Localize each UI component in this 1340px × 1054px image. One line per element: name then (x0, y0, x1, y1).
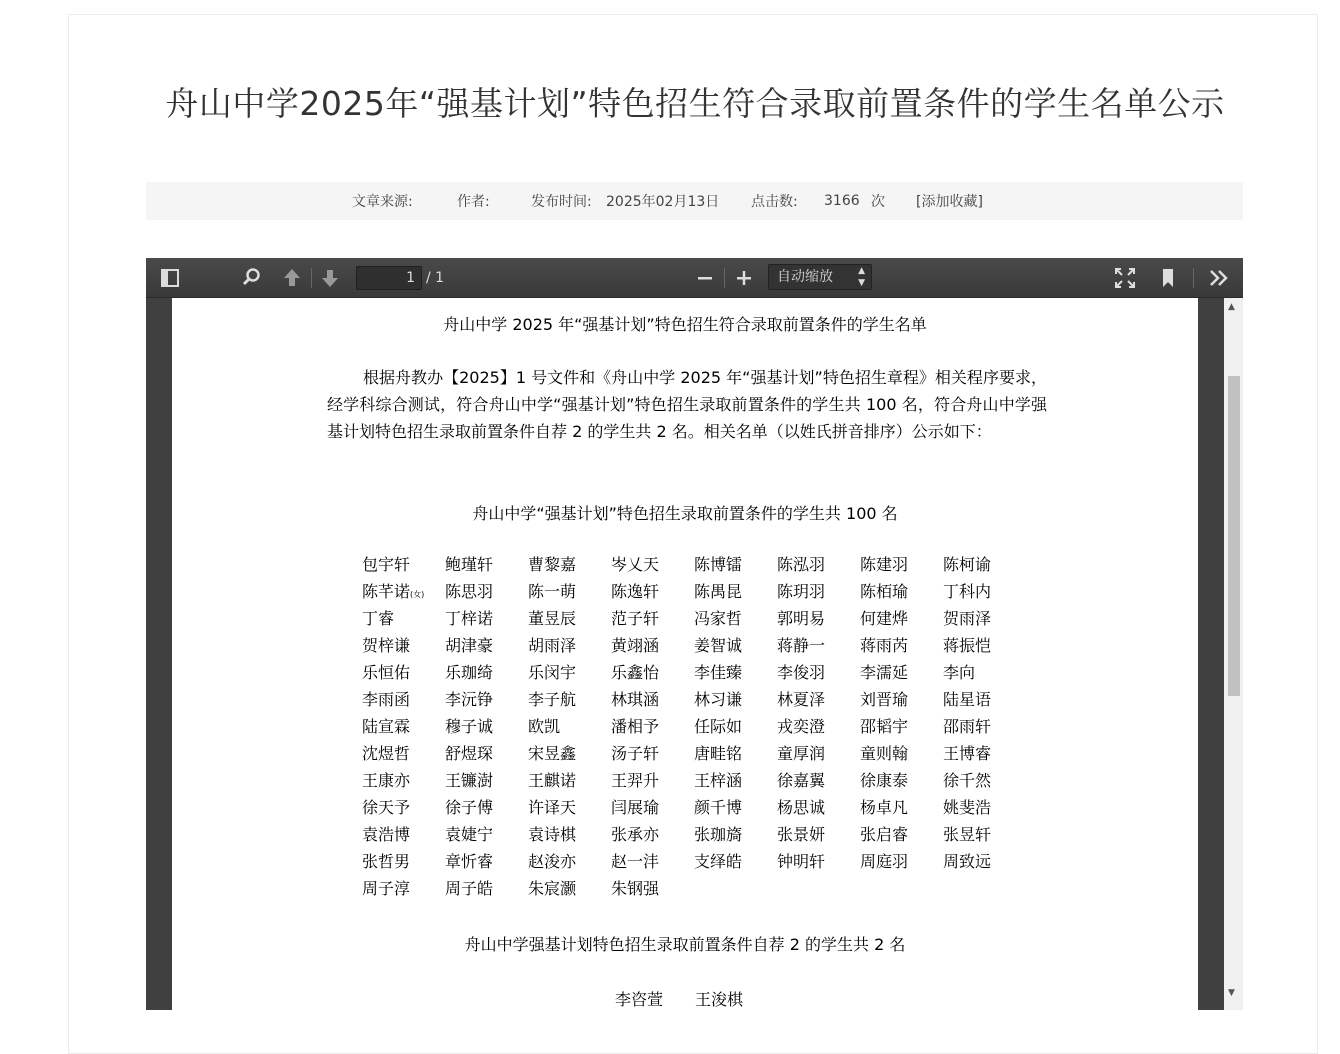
student-name: 陈逸轩 (611, 582, 660, 601)
student-name: 周子淳 (362, 879, 411, 898)
student-name: 陈柯谕 (943, 555, 992, 574)
student-name: 章忻睿 (445, 852, 494, 871)
student-name: 蒋振恺 (943, 636, 992, 655)
student-name: 陈芊诺(女) (362, 582, 425, 601)
student-name: 赵一沣 (611, 852, 660, 871)
name-annotation: (女) (410, 590, 425, 599)
vertical-scrollbar[interactable] (1224, 298, 1243, 1010)
student-name: 周庭羽 (860, 852, 909, 871)
student-name: 何建烨 (860, 609, 909, 628)
clicks-count: 3166 (824, 193, 860, 209)
scroll-up-arrow-icon[interactable]: ▲ (1228, 302, 1235, 312)
student-name: 王麒诺 (528, 771, 577, 790)
pdf-toolbar (146, 258, 1243, 298)
student-name: 许译天 (528, 798, 577, 817)
paragraph-text: 根据舟教办【2025】1 号文件和《舟山中学 2025 年“强基计划”特色招生章程》相关程序要求，经学科综合测试，符合舟山中学“强基计划”特色招生录取前置条件的学生共 100 名，符合舟山中学强基计划特色招生录取前置条件自荐 2 的学生共 2 名。相关名单（以姓氏拼音排序）公示如下： (327, 368, 1047, 441)
scroll-down-arrow-icon[interactable]: ▼ (1228, 988, 1235, 998)
zoom-select[interactable] (768, 264, 872, 290)
student-name: 贺梓谦 (362, 636, 411, 655)
student-name: 张昱轩 (943, 825, 992, 844)
student-name: 袁诗棋 (528, 825, 577, 844)
student-name: 乐珈绮 (445, 663, 494, 682)
zoom-select-label: 自动缩放 (777, 269, 833, 285)
student-name: 潘相予 (611, 717, 660, 736)
toolbar-divider (1193, 268, 1194, 288)
student-name: 贺雨泽 (943, 609, 992, 628)
student-name: 陈禺昆 (694, 582, 743, 601)
student-name: 陈一萌 (528, 582, 577, 601)
student-name: 陈玥羽 (777, 582, 826, 601)
student-name: 陆星语 (943, 690, 992, 709)
publish-label: 发布时间: (531, 194, 592, 210)
student-name: 李濡延 (860, 663, 909, 682)
prev-page-icon[interactable] (282, 258, 302, 298)
document-paragraph (327, 364, 1047, 445)
section2-title: 舟山中学强基计划特色招生录取前置条件自荐 2 的学生共 2 名 (464, 935, 906, 954)
student-name: 刘晋瑜 (860, 690, 909, 709)
student-name: 徐千然 (943, 771, 992, 790)
student-name: 张珈旖 (694, 825, 743, 844)
student-name: 徐嘉翼 (777, 771, 826, 790)
student-name: 唐畦铭 (694, 744, 743, 763)
add-favorite-link[interactable]: [添加收藏] (916, 194, 983, 210)
student-name: 陈栢瑜 (860, 582, 909, 601)
student-name: 钟明轩 (777, 852, 826, 871)
student-name: 陈泓羽 (777, 555, 826, 574)
student-name: 林习谦 (694, 690, 743, 709)
author-label: 作者: (457, 194, 490, 210)
student-name: 陈建羽 (860, 555, 909, 574)
student-name: 穆子诚 (445, 717, 494, 736)
student-name: 曹黎嘉 (528, 555, 577, 574)
clicks-unit: 次 (871, 194, 885, 210)
student-name: 丁科内 (943, 582, 992, 601)
article-title: 舟山中学2025年“强基计划”特色招生符合录取前置条件的学生名单公示 (165, 84, 1225, 123)
student-name: 岑乂天 (611, 555, 660, 574)
student-name: 邵雨轩 (943, 717, 992, 736)
student-name: 鲍瑾轩 (445, 555, 494, 574)
section1-title: 舟山中学“强基计划”特色招生录取前置条件的学生共 100 名 (472, 504, 898, 523)
student-name: 丁睿 (362, 609, 395, 628)
student-name: 冯家哲 (694, 609, 743, 628)
student-name: 颜千博 (694, 798, 743, 817)
student-name: 张景妍 (777, 825, 826, 844)
tools-icon[interactable] (1208, 258, 1230, 298)
student-name: 周致远 (943, 852, 992, 871)
student-name: 任际如 (694, 717, 743, 736)
student-name: 林夏泽 (777, 690, 826, 709)
student-name: 戎奕澄 (777, 717, 826, 736)
student-name: 李佳臻 (694, 663, 743, 682)
student-name: 姚斐浩 (943, 798, 992, 817)
student-name: 周子皓 (445, 879, 494, 898)
student-name: 徐子傅 (445, 798, 494, 817)
student-name: 姜智诚 (694, 636, 743, 655)
student-name: 闫展瑜 (611, 798, 660, 817)
student-name: 童厚润 (777, 744, 826, 763)
pdf-page (172, 298, 1198, 1010)
zoom-out-icon[interactable] (697, 258, 713, 298)
student-name: 袁浩博 (362, 825, 411, 844)
presentation-mode-icon[interactable] (1114, 258, 1136, 298)
document-title: 舟山中学 2025 年“强基计划”特色招生符合录取前置条件的学生名单 (443, 315, 927, 334)
student-name: 李沅铮 (445, 690, 494, 709)
self-nominated-name: 李咨萱 (615, 990, 664, 1009)
page-total: / 1 (426, 270, 445, 286)
student-name: 董昱辰 (528, 609, 577, 628)
student-name: 欧凯 (528, 717, 561, 736)
student-name: 童则翰 (860, 744, 909, 763)
student-name: 陆宣霖 (362, 717, 411, 736)
select-arrows-icon: ▲ ▼ (858, 266, 865, 288)
student-name: 王博睿 (943, 744, 992, 763)
next-page-icon[interactable] (320, 258, 340, 298)
student-name: 舒煜琛 (445, 744, 494, 763)
student-name: 袁婕宁 (445, 825, 494, 844)
student-name: 朱宸灏 (528, 879, 577, 898)
article-meta-bar (146, 182, 1243, 220)
student-name: 王羿升 (611, 771, 660, 790)
search-icon[interactable] (242, 258, 262, 298)
student-name: 李俊羽 (777, 663, 826, 682)
student-name: 范子轩 (611, 609, 660, 628)
toolbar-divider (311, 268, 312, 288)
student-name: 支绎皓 (694, 852, 743, 871)
student-name: 沈煜哲 (362, 744, 411, 763)
student-name: 赵浚亦 (528, 852, 577, 871)
sidebar-toggle-icon[interactable] (160, 258, 180, 298)
student-name: 王康亦 (362, 771, 411, 790)
student-name: 陈博镭 (694, 555, 743, 574)
page-number-input[interactable]: 1 (356, 266, 422, 290)
student-name: 王梓涵 (694, 771, 743, 790)
student-name: 胡津豪 (445, 636, 494, 655)
student-name: 李子航 (528, 690, 577, 709)
source-label: 文章来源: (352, 194, 413, 210)
student-name: 蒋雨芮 (860, 636, 909, 655)
student-name: 王镰澍 (445, 771, 494, 790)
student-name: 丁梓诺 (445, 609, 494, 628)
student-name: 林琪涵 (611, 690, 660, 709)
bookmark-icon[interactable] (1160, 258, 1176, 298)
student-name: 杨思诚 (777, 798, 826, 817)
student-name: 汤子轩 (611, 744, 660, 763)
clicks-label: 点击数: (751, 194, 798, 210)
student-name: 张承亦 (611, 825, 660, 844)
pdf-viewer (146, 258, 1243, 1010)
student-name: 徐天予 (362, 798, 411, 817)
student-name: 乐鑫怡 (611, 663, 660, 682)
student-name: 徐康泰 (860, 771, 909, 790)
publish-date: 2025年02月13日 (606, 194, 720, 210)
zoom-in-icon[interactable] (736, 258, 752, 298)
student-name: 张哲男 (362, 852, 411, 871)
student-name: 胡雨泽 (528, 636, 577, 655)
student-name: 黄翊涵 (611, 636, 660, 655)
student-name: 乐恒佑 (362, 663, 411, 682)
student-name: 陈思羽 (445, 582, 494, 601)
student-name: 朱钢强 (611, 879, 660, 898)
student-name: 蒋静一 (777, 636, 826, 655)
toolbar-divider (724, 268, 725, 288)
student-name: 乐闵宇 (528, 663, 577, 682)
student-name: 宋昱鑫 (528, 744, 577, 763)
student-name: 郭明易 (777, 609, 826, 628)
student-name: 李向 (943, 663, 976, 682)
student-name: 张启睿 (860, 825, 909, 844)
student-name: 包宇轩 (362, 555, 411, 574)
student-name: 邵韬宇 (860, 717, 909, 736)
self-nominated-name: 王浚棋 (695, 990, 744, 1009)
student-name: 李雨函 (362, 690, 411, 709)
student-name: 杨卓凡 (860, 798, 909, 817)
scrollbar-thumb[interactable] (1228, 376, 1240, 696)
